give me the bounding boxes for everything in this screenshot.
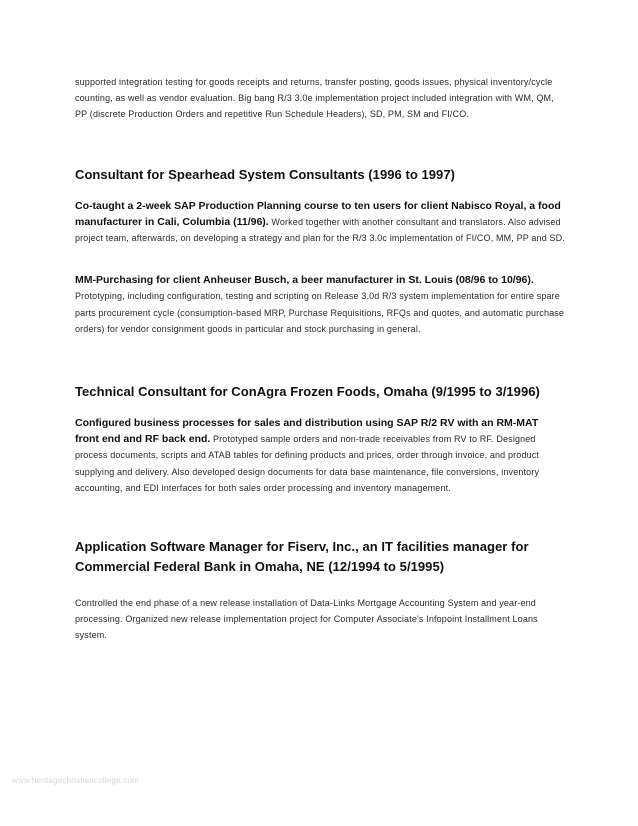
entry-description: Controlled the end phase of a new release installation of Data-Links Mortgage Accounting System and year-end processing. Organized new release implementation project for Computer Associate's Infopoint Installment Loans system. [75, 598, 538, 641]
resume-content [75, 74, 565, 644]
entry-fiserv [75, 595, 565, 644]
section-heading-conagra: Technical Consultant for ConAgra Frozen Foods, Omaha (9/1995 to 3/1996) [75, 384, 540, 400]
entry-lead: MM-Purchasing for client Anheuser Busch, a beer manufacturer in St. Louis (08/96 to 10/96). [75, 274, 534, 287]
entry-description: Worked together with another consultant and translators. Also advised project team, afterwards, on developing a strategy and plan for the R/3 3.0c implementation of FI/CO, MM, PP and SD. [75, 216, 565, 244]
entry-conagra [75, 415, 565, 496]
entry-lead: Configured business processes for sales and distribution using SAP R/2 RV with an RM-MAT front end and RF back end. [75, 417, 539, 446]
entry-description: Prototyped sample orders and non-trade receivables from RV to RF. Designed process documents, scripts and ATAB tables for defining products and prices, order through invoice, and product supplying and delivery. Also developed design documents for data base maintenance, file conversions, inventory accounting, and EDI interfaces for both sales order processing and inventory management. [75, 434, 540, 493]
entry-anheuser-busch [75, 272, 565, 337]
intro-paragraph: supported integration testing for goods receipts and returns, transfer posting, goods issues, physical inventory/cycle counting, as well as vendor evaluation. Big bang R/3 3.0e implementation project included integration with WM, QM, PP (discrete Production Orders and repetitive Run Schedule Headers), SD, PM, SM and FI/CO. [75, 77, 554, 120]
entry-nabisco [75, 198, 565, 247]
entry-description: Prototyping, including configuration, testing and scripting on Release 3.0d R/3 system implementation for entire spare parts procurement cycle (consumption-based MRP, Purchase Requisitions, RFQs and quotes, and automatic purchase orders) for vendor consignment goods in particular and stock purchasing in general. [75, 291, 565, 334]
section-heading-spearhead: Consultant for Spearhead System Consultants (1996 to 1997) [75, 166, 455, 182]
site-watermark: www.heritagechristiancollege.com [12, 776, 139, 785]
section-heading-fiserv: Application Software Manager for Fiserv, Inc., an IT facilities manager for Commercial Federal Bank in Omaha, NE (12/1994 to 5/1995) [75, 539, 529, 575]
entry-lead: Co-taught a 2-week SAP Production Planning course to ten users for client Nabisco Royal, a food manufacturer in Cali, Columbia (11/96). [75, 199, 561, 228]
